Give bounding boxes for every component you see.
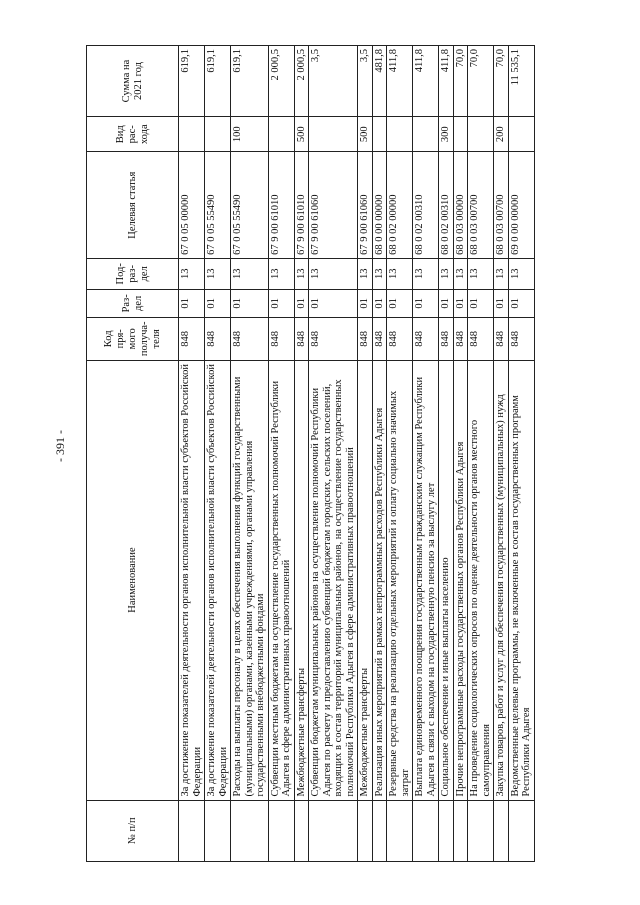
- row-num: [358, 800, 373, 861]
- row-expense-type: [372, 117, 387, 152]
- header-name: Наименование: [87, 360, 179, 800]
- header-section: Раз-дел: [87, 289, 179, 317]
- row-target-article: 69 0 00 00000: [508, 152, 534, 258]
- table-row: [468, 46, 494, 862]
- row-section: 01: [179, 289, 205, 317]
- table-row: [439, 46, 454, 862]
- row-sum: 481,8: [372, 46, 387, 117]
- row-subsection: 13: [439, 258, 454, 289]
- row-code: 848: [358, 318, 373, 361]
- row-target-article: 67 9 00 61010: [294, 152, 309, 258]
- row-section: 01: [508, 289, 534, 317]
- row-expense-type: [205, 117, 231, 152]
- row-target-article: 68 0 03 00700: [468, 152, 494, 258]
- row-section: 01: [468, 289, 494, 317]
- row-num: [294, 800, 309, 861]
- row-section: 01: [439, 289, 454, 317]
- row-code: 848: [413, 318, 439, 361]
- row-section: 01: [453, 289, 468, 317]
- row-name: Межбюджетные трансферты: [294, 360, 309, 800]
- row-name: Прочие непрограммные расходы государственных органов Республики Адыгея: [453, 360, 468, 800]
- row-num: [268, 800, 294, 861]
- row-expense-type: 200: [494, 117, 509, 152]
- table-row: [358, 46, 373, 862]
- row-name: Расходы на выплаты персоналу в целях обеспечения выполнения функций государственными (муниципальными) органами, казенными учреждениями, органами управления государственными внебюджетными фондами: [231, 360, 269, 800]
- row-target-article: 67 0 05 55490: [205, 152, 231, 258]
- row-code: 848: [372, 318, 387, 361]
- row-expense-type: [179, 117, 205, 152]
- row-name: За достижение показателей деятельности органов исполнительной власти субъектов Российской Федерации: [205, 360, 231, 800]
- row-sum: 411,8: [439, 46, 454, 117]
- table-row: [205, 46, 231, 862]
- row-subsection: 13: [205, 258, 231, 289]
- row-subsection: 13: [231, 258, 269, 289]
- row-subsection: 13: [453, 258, 468, 289]
- header-num: № п/п: [87, 800, 179, 861]
- table-row: [268, 46, 294, 862]
- row-num: [372, 800, 387, 861]
- row-subsection: 13: [413, 258, 439, 289]
- row-name: Ведомственные целевые программы, не включенные в состав государственных программ Республики Адыгея: [508, 360, 534, 800]
- row-num: [387, 800, 413, 861]
- table-row: [387, 46, 413, 862]
- row-section: 01: [494, 289, 509, 317]
- row-section: 01: [205, 289, 231, 317]
- row-num: [494, 800, 509, 861]
- row-num: [205, 800, 231, 861]
- row-code: 848: [309, 318, 358, 361]
- row-subsection: 13: [508, 258, 534, 289]
- row-sum: 3,5: [358, 46, 373, 117]
- row-subsection: 13: [494, 258, 509, 289]
- row-sum: 411,8: [387, 46, 413, 117]
- row-sum: 3,5: [309, 46, 358, 117]
- row-name: Резервные средства на реализацию отдельных мероприятий и оплату социально значимых затрат: [387, 360, 413, 800]
- row-name: Субвенции местным бюджетам на осуществление государственных полномочий Республики Адыгея в сфере административных правоотношений: [268, 360, 294, 800]
- row-subsection: 13: [268, 258, 294, 289]
- row-sum: 411,8: [413, 46, 439, 117]
- row-expense-type: [387, 117, 413, 152]
- row-name: Межбюджетные трансферты: [358, 360, 373, 800]
- row-code: 848: [179, 318, 205, 361]
- table-row: [309, 46, 358, 862]
- row-sum: 2 000,5: [294, 46, 309, 117]
- row-num: [468, 800, 494, 861]
- row-sum: 11 535,1: [508, 46, 534, 117]
- table-row: [179, 46, 205, 862]
- row-target-article: 67 0 05 00000: [179, 152, 205, 258]
- row-sum: 619,1: [231, 46, 269, 117]
- row-name: Реализация иных мероприятий в рамках непрограммных расходов Республики Адыгея: [372, 360, 387, 800]
- table-row: [372, 46, 387, 862]
- row-num: [413, 800, 439, 861]
- row-sum: 70,0: [453, 46, 468, 117]
- table-row: [453, 46, 468, 862]
- row-code: 848: [439, 318, 454, 361]
- row-target-article: 68 0 03 00700: [494, 152, 509, 258]
- row-target-article: 68 0 03 00000: [453, 152, 468, 258]
- row-num: [309, 800, 358, 861]
- row-section: 01: [358, 289, 373, 317]
- header-sum: Сумма на 2021 год: [87, 46, 179, 117]
- row-num: [453, 800, 468, 861]
- row-target-article: 68 0 02 00310: [413, 152, 439, 258]
- row-code: 848: [453, 318, 468, 361]
- row-target-article: 68 0 02 00000: [387, 152, 413, 258]
- row-expense-type: [508, 117, 534, 152]
- row-name: Выплата единовременного поощрения государственным гражданским служащим Республики Адыгея в связи с выходом на государственную пенсию за выслугу лет: [413, 360, 439, 800]
- row-code: 848: [387, 318, 413, 361]
- table-row: [494, 46, 509, 862]
- table-header-row: [87, 46, 179, 862]
- row-expense-type: [309, 117, 358, 152]
- row-num: [508, 800, 534, 861]
- table-row: [231, 46, 269, 862]
- row-section: 01: [372, 289, 387, 317]
- row-subsection: 13: [468, 258, 494, 289]
- row-sum: 70,0: [468, 46, 494, 117]
- row-subsection: 13: [309, 258, 358, 289]
- row-code: 848: [494, 318, 509, 361]
- row-section: 01: [231, 289, 269, 317]
- row-code: 848: [468, 318, 494, 361]
- row-subsection: 13: [387, 258, 413, 289]
- row-section: 01: [268, 289, 294, 317]
- page-number: - 391 -: [53, 430, 67, 462]
- row-target-article: 67 9 00 61060: [358, 152, 373, 258]
- row-sum: 619,1: [179, 46, 205, 117]
- row-expense-type: [413, 117, 439, 152]
- row-target-article: 67 9 00 61010: [268, 152, 294, 258]
- row-expense-type: 300: [439, 117, 454, 152]
- row-num: [179, 800, 205, 861]
- header-subsection: Под-раз-дел: [87, 258, 179, 289]
- row-target-article: 68 0 00 00000: [372, 152, 387, 258]
- row-expense-type: 500: [294, 117, 309, 152]
- row-code: 848: [508, 318, 534, 361]
- rotated-page: [86, 45, 575, 862]
- row-code: 848: [294, 318, 309, 361]
- row-section: 01: [294, 289, 309, 317]
- row-sum: 2 000,5: [268, 46, 294, 117]
- table-row: [508, 46, 534, 862]
- row-expense-type: [268, 117, 294, 152]
- row-subsection: 13: [372, 258, 387, 289]
- row-code: 848: [268, 318, 294, 361]
- row-name: Социальное обеспечение и иные выплаты населению: [439, 360, 454, 800]
- row-name: Субвенции бюджетам муниципальных районов на осуществление полномочий Республики Адыгея по расчету и предоставлению субвенций бюджетам городских, сельских поселений, входящих в состав территорий муниципальных районов, на осуществление государственных полномочий Республики Адыгея в сфере административных правоотношений: [309, 360, 358, 800]
- row-name: За достижение показателей деятельности органов исполнительной власти субъектов Российской Федерации: [179, 360, 205, 800]
- row-section: 01: [413, 289, 439, 317]
- table-row: [413, 46, 439, 862]
- row-expense-type: 100: [231, 117, 269, 152]
- header-target-article: Целевая статья: [87, 152, 179, 258]
- budget-table: [86, 45, 535, 862]
- row-target-article: 67 0 05 55490: [231, 152, 269, 258]
- header-recipient-code: Код пря-мого получа-теля: [87, 318, 179, 361]
- row-num: [439, 800, 454, 861]
- row-sum: 70,0: [494, 46, 509, 117]
- row-expense-type: [468, 117, 494, 152]
- row-section: 01: [309, 289, 358, 317]
- row-expense-type: 500: [358, 117, 373, 152]
- row-code: 848: [231, 318, 269, 361]
- row-name: На проведение социологических опросов по оценке деятельности органов местного самоуправления: [468, 360, 494, 800]
- row-subsection: 13: [294, 258, 309, 289]
- row-expense-type: [453, 117, 468, 152]
- row-num: [231, 800, 269, 861]
- row-subsection: 13: [358, 258, 373, 289]
- header-expense-type: Вид рас-хода: [87, 117, 179, 152]
- row-sum: 619,1: [205, 46, 231, 117]
- row-target-article: 68 0 02 00310: [439, 152, 454, 258]
- row-name: Закупка товаров, работ и услуг для обеспечения государственных (муниципальных) нужд: [494, 360, 509, 800]
- row-code: 848: [205, 318, 231, 361]
- row-target-article: 67 9 00 61060: [309, 152, 358, 258]
- table-row: [294, 46, 309, 862]
- row-section: 01: [387, 289, 413, 317]
- row-subsection: 13: [179, 258, 205, 289]
